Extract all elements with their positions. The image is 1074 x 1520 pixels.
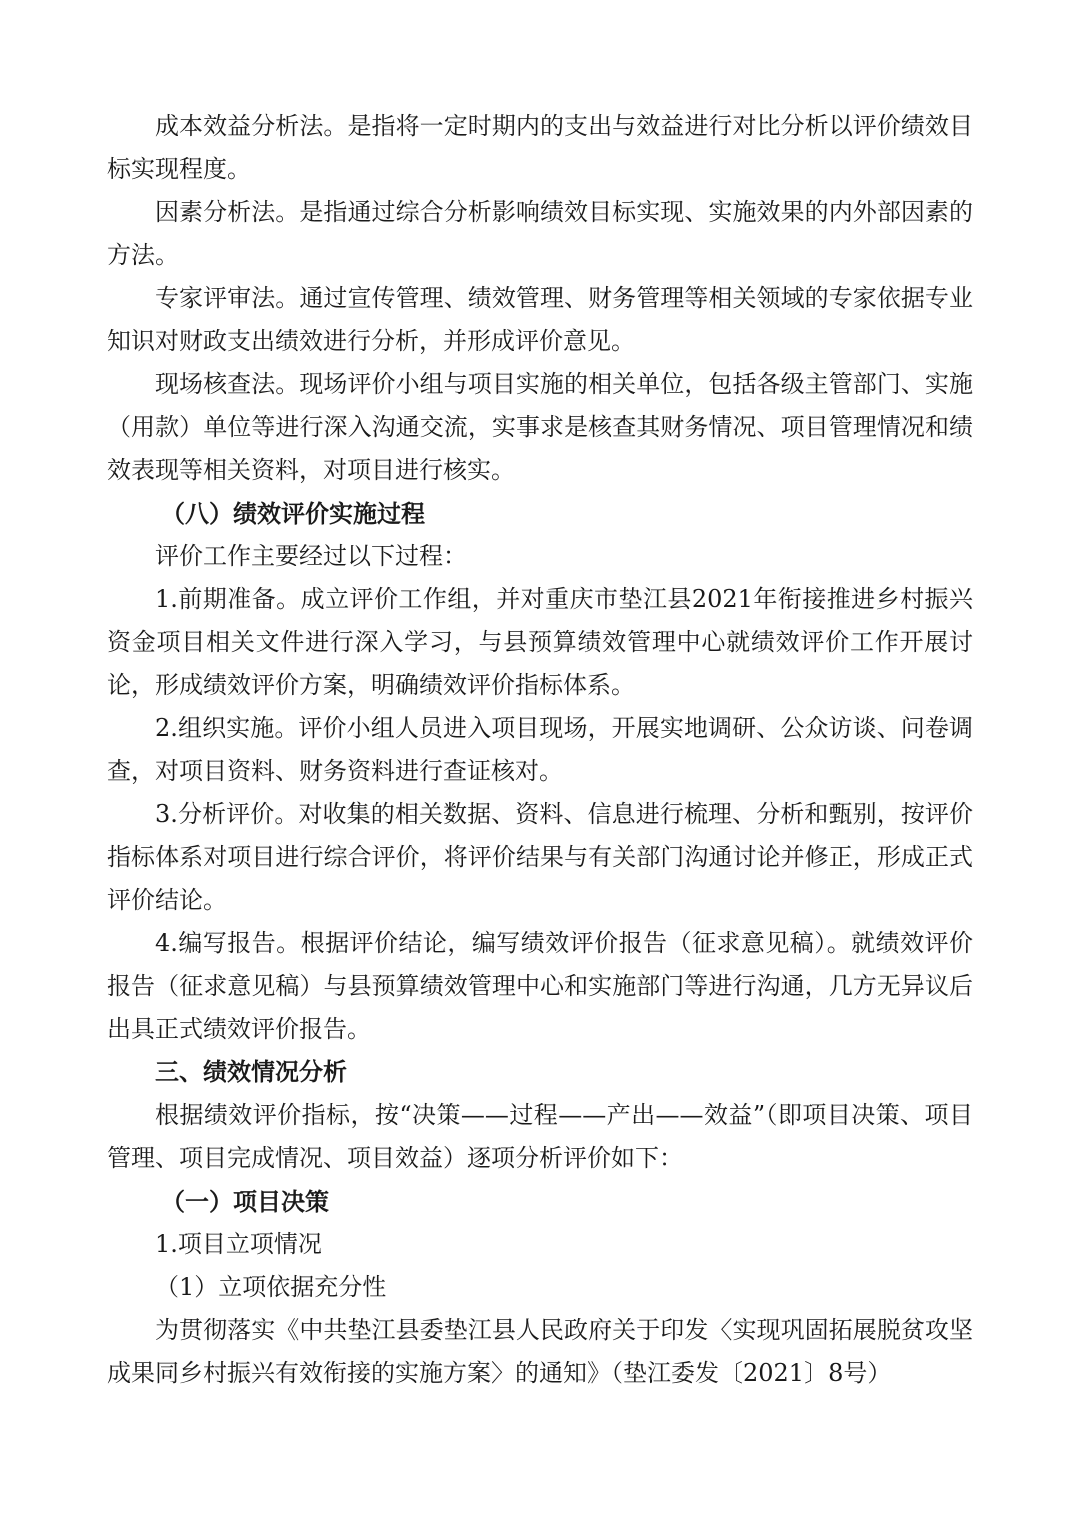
paragraph-approval-basis: （1）立项依据充分性: [155, 1273, 387, 1301]
paragraph-step-report: 4.编写报告。根据评价结论，编写绩效评价报告（征求意见稿）。就绩效评价报告（征求意见稿）与县预算绩效管理中心和实施部门等进行沟通，几方无异议后出具正式绩效评价报告。: [107, 929, 973, 1043]
section-heading-performance-analysis: 三、绩效情况分析: [155, 1058, 347, 1086]
paragraph-expert-review-method: 专家评审法。通过宣传管理、绩效管理、财务管理等相关领域的专家依据专业知识对财政支出绩效进行分析，并形成评价意见。: [107, 284, 973, 355]
paragraph-step-preparation: 1.前期准备。成立评价工作组，并对重庆市垫江县2021年衔接推进乡村振兴资金项目相关文件进行深入学习，与县预算绩效管理中心就绩效评价工作开展讨论，形成绩效评价方案，明确绩效评价指标体系。: [107, 585, 973, 699]
paragraph-process-intro: 评价工作主要经过以下过程：: [155, 542, 467, 570]
paragraph-step-implementation: 2.组织实施。评价小组人员进入项目现场，开展实地调研、公众访谈、问卷调查，对项目资料、财务资料进行查证核对。: [107, 714, 973, 785]
section-heading-project-decision: （一）项目决策: [161, 1187, 329, 1216]
paragraph-project-approval: 1.项目立项情况: [155, 1230, 322, 1258]
paragraph-factor-analysis-method: 因素分析法。是指通过综合分析影响绩效目标实现、实施效果的内外部因素的方法。: [107, 198, 973, 269]
paragraph-step-analysis: 3.分析评价。对收集的相关数据、资料、信息进行梳理、分析和甄别，按评价指标体系对项目进行综合评价，将评价结果与有关部门沟通讨论并修正，形成正式评价结论。: [107, 800, 973, 914]
paragraph-cost-benefit-method: 成本效益分析法。是指将一定时期内的支出与效益进行对比分析以评价绩效目标实现程度。: [107, 112, 973, 183]
section-heading-evaluation-process: （八）绩效评价实施过程: [161, 499, 425, 528]
document-body: [107, 105, 973, 1395]
paragraph-policy-implementation: 为贯彻落实《中共垫江县委垫江县人民政府关于印发〈实现巩固拓展脱贫攻坚成果同乡村振兴有效衔接的实施方案〉的通知》（垫江委发〔2021〕8号）: [107, 1316, 973, 1387]
paragraph-onsite-verification-method: 现场核查法。现场评价小组与项目实施的相关单位，包括各级主管部门、实施（用款）单位等进行深入沟通交流，实事求是核查其财务情况、项目管理情况和绩效表现等相关资料，对项目进行核实。: [107, 370, 973, 484]
paragraph-analysis-intro: 根据绩效评价指标，按“决策——过程——产出——效益”（即项目决策、项目管理、项目完成情况、项目效益）逐项分析评价如下：: [107, 1101, 973, 1172]
